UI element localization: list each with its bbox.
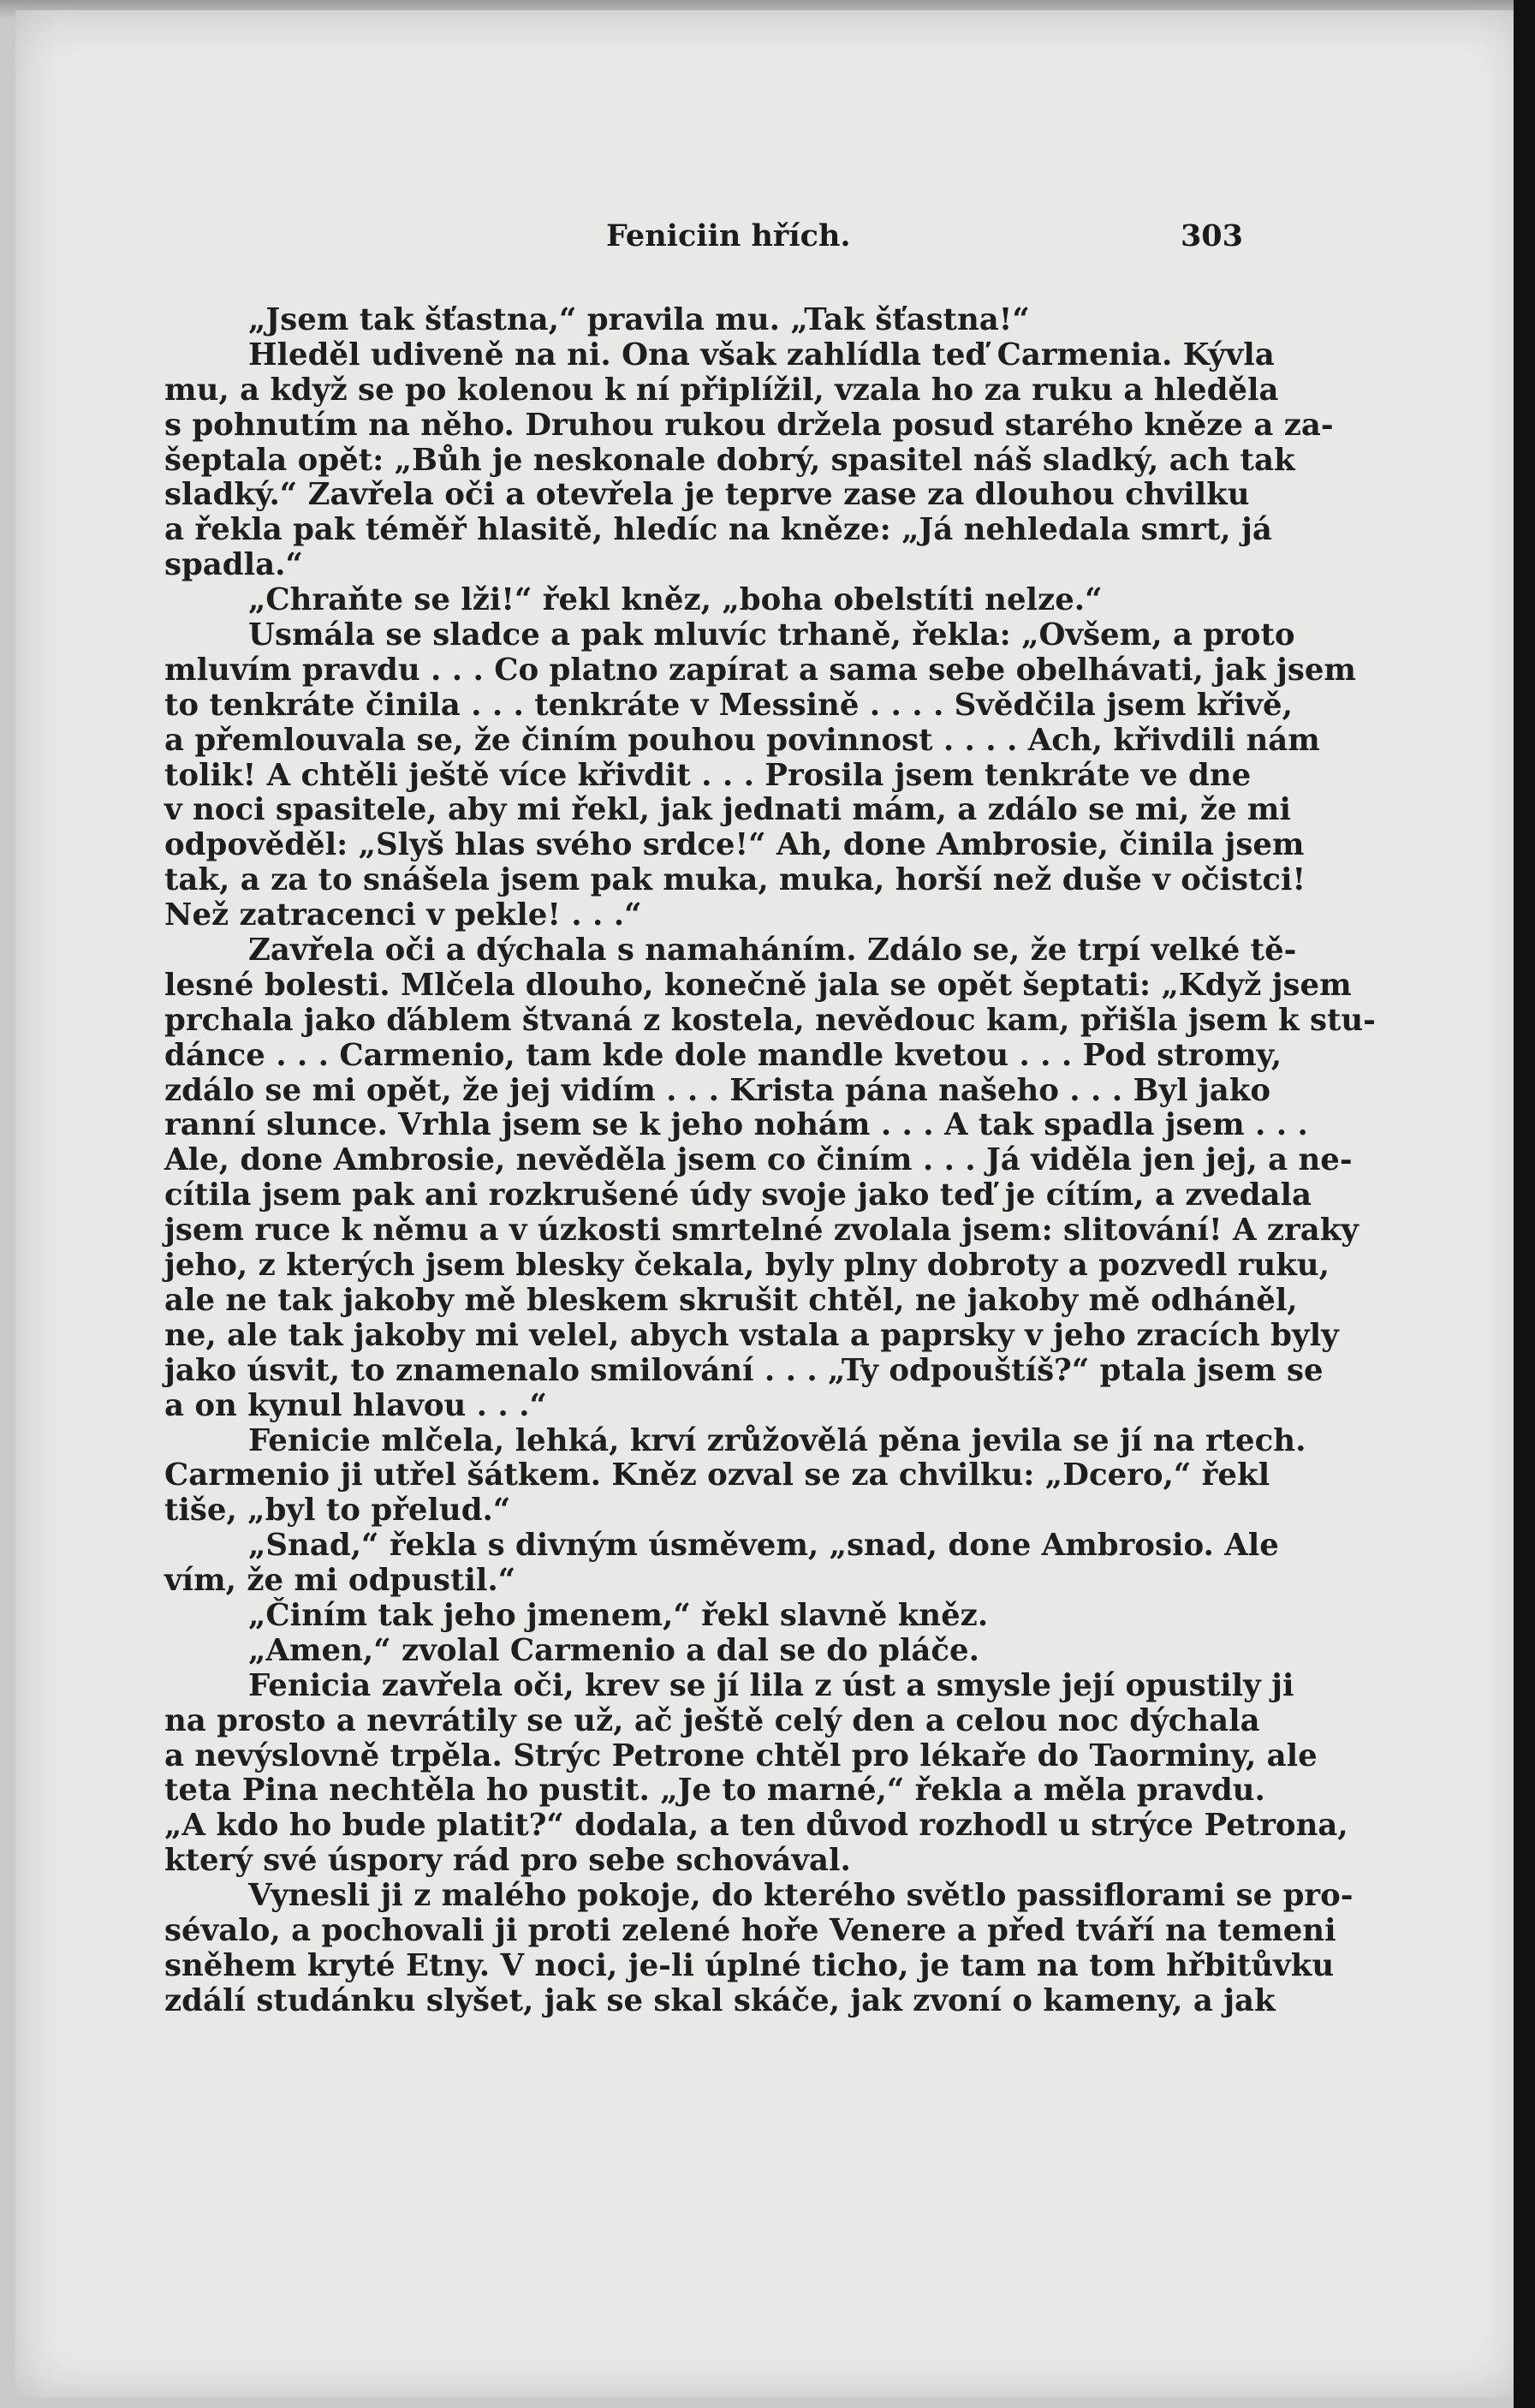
text-line: v noci spasitele, aby mi řekl, jak jednati mám, a zdálo se mi, že mi xyxy=(164,792,1291,828)
text-line: „Jsem tak šťastna,“ pravila mu. „Tak šťastna!“ xyxy=(248,302,1030,337)
text-line: a přemlouvala se, že činím pouhou povinnost . . . . Ach, křivdili nám xyxy=(164,722,1320,758)
text-line: tak, a za to snášela jsem pak muka, muka, horší než duše v očistci! xyxy=(164,862,1306,898)
text-line: Zavřela oči a dýchala s namaháním. Zdálo se, že trpí velké tě- xyxy=(248,933,1297,969)
text-line: tiše, „byl to přelud.“ xyxy=(164,1493,511,1529)
text-line: „Chraňte se lži!“ řekl kněz, „boha obelstíti nelze.“ xyxy=(248,582,1103,618)
page-number: 303 xyxy=(1180,218,1243,253)
text-line: sladký.“ Zavřela oči a otevřela je teprve zase za dlouhou chvilku xyxy=(164,477,1250,513)
text-line: „Činím tak jeho jmenem,“ řekl slavně kněz. xyxy=(248,1597,989,1633)
text-line: a řekla pak téměř hlasitě, hledíc na kněze: „Já nehledala smrt, já xyxy=(164,512,1272,548)
text-line: spadla.“ xyxy=(164,547,303,583)
text-line: ranní slunce. Vrhla jsem se k jeho nohám . . . A tak spadla jsem . . . xyxy=(164,1107,1308,1143)
page-header xyxy=(164,218,1243,258)
text-line: Vynesli ji z malého pokoje, do kterého světlo passiflorami se pro- xyxy=(248,1878,1354,1914)
text-line: ale ne tak jakoby mě bleskem skrušit chtěl, ne jakoby mě odháněl, xyxy=(164,1282,1298,1318)
text-line: jako úsvit, to znamenalo smilování . . . „Ty odpouštíš?“ ptala jsem se xyxy=(164,1352,1324,1388)
text-line: teta Pina nechtěla ho pustit. „Je to marné,“ řekla a měla pravdu. xyxy=(164,1773,1265,1809)
text-line: šeptala opět: „Bůh je neskonale dobrý, spasitel náš sladký, ach tak xyxy=(164,442,1295,478)
text-line: jeho, z kterých jsem blesky čekala, byly plny dobroty a pozvedl ruku, xyxy=(164,1248,1330,1284)
text-line: ne, ale tak jakoby mi velel, abych vstala a paprsky v jeho zracích byly xyxy=(164,1317,1339,1353)
text-line: tolik! A chtěli ještě více křivdit . . . Prosila jsem tenkráte ve dne xyxy=(164,757,1252,793)
text-line: sněhem kryté Etny. V noci, je-li úplné ticho, je tam na tom hřbitůvku xyxy=(164,1947,1335,1983)
text-line: Fenicia zavřela oči, krev se jí lila z úst a smysle její opustily ji xyxy=(248,1667,1294,1703)
text-line: a nevýslovně trpěla. Strýc Petrone chtěl pro lékaře do Taorminy, ale xyxy=(164,1737,1318,1773)
text-line: Fenicie mlčela, lehká, krví zrůžovělá pěna jevila se jí na rtech. xyxy=(248,1422,1306,1458)
scan-edge xyxy=(1514,0,1535,2408)
text-line: cítila jsem pak ani rozkrušené údy svoje jako teď je cítím, a zvedala xyxy=(164,1177,1312,1213)
text-line: „Snad,“ řekla s divným úsměvem, „snad, done Ambrosio. Ale xyxy=(248,1528,1279,1564)
text-line: odpověděl: „Slyš hlas svého srdce!“ Ah, done Ambrosie, činila jsem xyxy=(164,827,1305,863)
text-line: jsem ruce k němu a v úzkosti smrtelné zvolala jsem: slitování! A zraky xyxy=(164,1213,1359,1249)
text-line: Usmála se sladce a pak mluvíc trhaně, řekla: „Ovšem, a proto xyxy=(248,617,1295,653)
text-line: „A kdo ho bude platit?“ dodala, a ten důvod rozhodl u strýce Petrona, xyxy=(164,1808,1348,1844)
text-line: vím, že mi odpustil.“ xyxy=(164,1563,516,1599)
text-line: sévalo, a pochovali ji proti zelené hoře Venere a před tváří na temeni xyxy=(164,1912,1336,1948)
text-line: který své úspory rád pro sebe schovával. xyxy=(164,1843,851,1879)
text-line: zdálo se mi opět, že jej vidím . . . Krista pána našeho . . . Byl jako xyxy=(164,1072,1271,1108)
text-line: mu, a když se po kolenou k ní připlížil, vzala ho za ruku a hleděla xyxy=(164,372,1279,408)
text-line: lesné bolesti. Mlčela dlouho, konečně jala se opět šeptati: „Když jsem xyxy=(164,967,1352,1003)
text-line: dánce . . . Carmenio, tam kde dole mandle kvetou . . . Pod stromy, xyxy=(164,1037,1282,1073)
text-line: Než zatracenci v pekle! . . .“ xyxy=(164,897,642,933)
text-line: a on kynul hlavou . . .“ xyxy=(164,1387,547,1423)
text-line: Ale, done Ambrosie, nevěděla jsem co činím . . . Já viděla jen jej, a ne- xyxy=(164,1142,1353,1178)
text-line: „Amen,“ zvolal Carmenio a dal se do pláče. xyxy=(248,1632,979,1668)
text-line: zdálí studánku slyšet, jak se skal skáče, jak zvoní o kameny, a jak xyxy=(164,1982,1276,2018)
text-line: to tenkráte činila . . . tenkráte v Messině . . . . Svědčila jsem křivě, xyxy=(164,687,1293,723)
text-line: na prosto a nevrátily se už, ač ještě celý den a celou noc dýchala xyxy=(164,1702,1260,1738)
body-text xyxy=(164,302,1376,2019)
running-title: Feniciin hřích. xyxy=(606,218,851,253)
text-line: Carmenio ji utřel šátkem. Kněz ozval se za chvilku: „Dcero,“ řekl xyxy=(164,1457,1270,1493)
text-line: mluvím pravdu . . . Co platno zapírat a sama sebe obelhávati, jak jsem xyxy=(164,652,1356,688)
text-line: s pohnutím na něho. Druhou rukou držela posud starého kněze a za- xyxy=(164,407,1334,443)
text-line: prchala jako ďáblem štvaná z kostela, nevědouc kam, přišla jsem k stu- xyxy=(164,1002,1376,1038)
text-line: Hleděl udiveně na ni. Ona však zahlídla teď Carmenia. Kývla xyxy=(248,337,1275,373)
